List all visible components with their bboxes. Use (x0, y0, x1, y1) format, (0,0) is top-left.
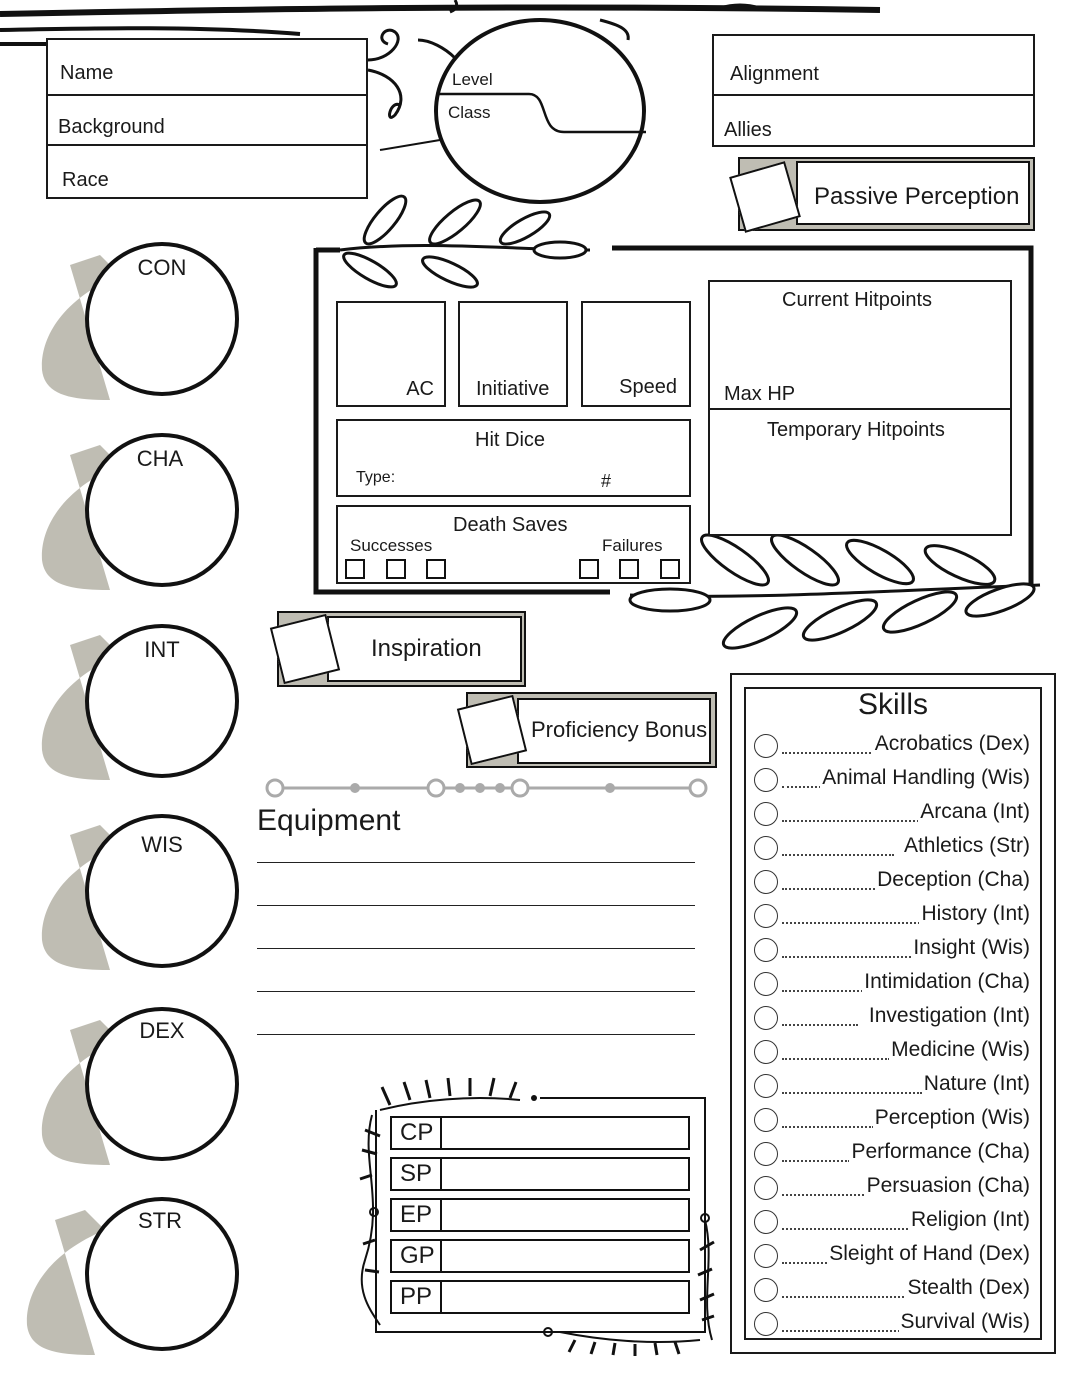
skill-name: Religion (Int) (910, 1208, 1030, 1231)
skill-proficiency-bubble[interactable] (754, 1244, 778, 1268)
skill-name: Survival (Wis) (900, 1310, 1030, 1333)
proficiency-label: Proficiency Bonus (531, 717, 708, 742)
inspiration-field[interactable] (327, 616, 522, 682)
ability-wis-label: WIS (141, 832, 183, 857)
hit-dice-count-label: # (601, 471, 612, 491)
skill-proficiency-bubble[interactable] (754, 836, 778, 860)
equipment-line-4[interactable] (257, 991, 695, 992)
death-saves-label: Death Saves (453, 514, 568, 536)
skill-name: Animal Handling (Wis) (822, 766, 1030, 789)
currency-code-sp: SP (390, 1157, 442, 1191)
skill-name: Medicine (Wis) (891, 1038, 1030, 1061)
death-save-success-1[interactable] (345, 559, 365, 579)
ability-cha-label: CHA (136, 446, 184, 471)
equipment-line-3[interactable] (257, 948, 695, 949)
death-save-success-2[interactable] (386, 559, 406, 579)
skill-name: Investigation (Int) (868, 1004, 1030, 1027)
skill-leader-dots (782, 1194, 872, 1196)
current-hp-box[interactable] (708, 280, 1012, 410)
initiative-label: Initiative (476, 378, 550, 400)
skill-row-intimidation[interactable] (754, 970, 1030, 998)
skill-row-persuasion[interactable] (754, 1174, 1030, 1202)
skill-name: Arcana (Int) (920, 800, 1030, 823)
equipment-line-1[interactable] (257, 862, 695, 863)
skill-leader-dots (782, 888, 882, 890)
race-field[interactable] (46, 144, 368, 199)
skill-row-stealth[interactable] (754, 1276, 1030, 1304)
skill-leader-dots (782, 1160, 850, 1162)
ability-con-label: CON (137, 255, 187, 280)
currency-code-cp: CP (390, 1116, 442, 1150)
skill-name: Sleight of Hand (Dex) (829, 1242, 1030, 1265)
skill-row-acrobatics[interactable] (754, 732, 1030, 760)
max-hp-label: Max HP (724, 383, 796, 405)
allies-label: Allies (724, 119, 772, 141)
death-save-failure-1[interactable] (579, 559, 599, 579)
skill-proficiency-bubble[interactable] (754, 1176, 778, 1200)
death-save-failure-3[interactable] (660, 559, 680, 579)
skill-proficiency-bubble[interactable] (754, 1142, 778, 1166)
level-label: Level (452, 70, 493, 89)
skill-name: Deception (Cha) (877, 868, 1030, 891)
skill-proficiency-bubble[interactable] (754, 904, 778, 928)
ability-int-label: INT (144, 637, 180, 662)
death-save-success-3[interactable] (426, 559, 446, 579)
alignment-field[interactable] (712, 34, 1035, 96)
skill-row-religion[interactable] (754, 1208, 1030, 1236)
skill-leader-dots (782, 1330, 900, 1332)
skill-proficiency-bubble[interactable] (754, 1278, 778, 1302)
currency-row-pp (390, 1280, 690, 1314)
skill-row-athletics[interactable] (754, 834, 1030, 862)
temp-hp-box[interactable] (708, 408, 1012, 536)
skill-leader-dots (782, 1024, 858, 1026)
skill-proficiency-bubble[interactable] (754, 802, 778, 826)
ability-str-label: STR (138, 1208, 182, 1233)
skill-proficiency-bubble[interactable] (754, 768, 778, 792)
skill-row-nature[interactable] (754, 1072, 1030, 1100)
skills-title: Skills (858, 688, 929, 721)
skill-row-arcana[interactable] (754, 800, 1030, 828)
inspiration-label: Inspiration (371, 635, 482, 662)
successes-label: Successes (350, 536, 433, 555)
currency-code-ep: EP (390, 1198, 442, 1232)
skill-row-investigation[interactable] (754, 1004, 1030, 1032)
skill-name: Stealth (Dex) (907, 1276, 1030, 1299)
currency-field-sp[interactable] (442, 1157, 690, 1191)
speed-box[interactable] (581, 301, 691, 407)
skill-row-perception[interactable] (754, 1106, 1030, 1134)
skill-proficiency-bubble[interactable] (754, 870, 778, 894)
ac-label: AC (406, 378, 434, 400)
hit-dice-label: Hit Dice (475, 429, 546, 451)
class-label: Class (448, 103, 491, 122)
ability-dex-label: DEX (139, 1018, 185, 1043)
skill-proficiency-bubble[interactable] (754, 1006, 778, 1030)
currency-row-cp (390, 1116, 690, 1150)
skill-leader-dots (782, 990, 866, 992)
current-hp-label: Current Hitpoints (782, 289, 933, 311)
currency-field-cp[interactable] (442, 1116, 690, 1150)
currency-row-ep (390, 1198, 690, 1232)
failures-label: Failures (602, 536, 663, 555)
skill-row-insight[interactable] (754, 936, 1030, 964)
proficiency-field[interactable] (517, 698, 711, 764)
skill-proficiency-bubble[interactable] (754, 734, 778, 758)
skill-name: Insight (Wis) (913, 936, 1030, 959)
temp-hp-label: Temporary Hitpoints (767, 419, 945, 441)
skill-name: Nature (Int) (923, 1072, 1030, 1095)
skill-row-sleight-of-hand[interactable] (754, 1242, 1030, 1270)
currency-field-gp[interactable] (442, 1239, 690, 1273)
name-field[interactable] (46, 38, 368, 96)
skill-leader-dots (782, 854, 894, 856)
race-label: Race (62, 169, 109, 191)
skill-name: Acrobatics (Dex) (874, 732, 1030, 755)
skill-name: Athletics (Str) (903, 834, 1030, 857)
allies-field[interactable] (712, 94, 1035, 147)
initiative-box[interactable] (458, 301, 568, 407)
skill-name: History (Int) (921, 902, 1030, 925)
skill-proficiency-bubble[interactable] (754, 1108, 778, 1132)
skill-proficiency-bubble[interactable] (754, 972, 778, 996)
skill-leader-dots (782, 1126, 874, 1128)
skill-proficiency-bubble[interactable] (754, 1074, 778, 1098)
skill-name: Perception (Wis) (874, 1106, 1030, 1129)
skill-row-history[interactable] (754, 902, 1030, 930)
equipment-line-5[interactable] (257, 1034, 695, 1035)
skill-row-performance[interactable] (754, 1140, 1030, 1168)
hit-dice-box[interactable] (336, 419, 691, 497)
skill-name: Performance (Cha) (851, 1140, 1030, 1163)
skill-row-deception[interactable] (754, 868, 1030, 896)
skill-proficiency-bubble[interactable] (754, 1210, 778, 1234)
skill-leader-dots (782, 1296, 912, 1298)
skill-proficiency-bubble[interactable] (754, 938, 778, 962)
hit-dice-type-label: Type: (356, 469, 396, 486)
currency-row-gp (390, 1239, 690, 1273)
currency-field-pp[interactable] (442, 1280, 690, 1314)
background-label: Background (58, 116, 165, 138)
skill-leader-dots (782, 1228, 916, 1230)
currency-row-sp (390, 1157, 690, 1191)
skill-row-survival[interactable] (754, 1310, 1030, 1338)
name-label: Name (60, 62, 114, 84)
background-field[interactable] (46, 94, 368, 146)
skill-leader-dots (782, 752, 882, 754)
skill-leader-dots (782, 956, 914, 958)
speed-label: Speed (619, 376, 677, 398)
currency-field-ep[interactable] (442, 1198, 690, 1232)
passive-perception-field[interactable] (796, 161, 1030, 225)
death-save-failure-2[interactable] (619, 559, 639, 579)
currency-code-gp: GP (390, 1239, 442, 1273)
skill-leader-dots (782, 922, 920, 924)
equipment-title: Equipment (257, 804, 401, 837)
skill-leader-dots (782, 820, 922, 822)
skill-proficiency-bubble[interactable] (754, 1040, 778, 1064)
passive-perception-label: Passive Perception (814, 183, 1020, 210)
alignment-label: Alignment (730, 63, 819, 85)
currency-code-pp: PP (390, 1280, 442, 1314)
skill-name: Intimidation (Cha) (864, 970, 1030, 993)
skill-name: Persuasion (Cha) (866, 1174, 1030, 1197)
skill-leader-dots (782, 1058, 890, 1060)
skill-proficiency-bubble[interactable] (754, 1312, 778, 1336)
skill-leader-dots (782, 1092, 922, 1094)
skill-row-medicine[interactable] (754, 1038, 1030, 1066)
ac-box[interactable] (336, 301, 446, 407)
skill-row-animal-handling[interactable] (754, 766, 1030, 794)
equipment-line-2[interactable] (257, 905, 695, 906)
